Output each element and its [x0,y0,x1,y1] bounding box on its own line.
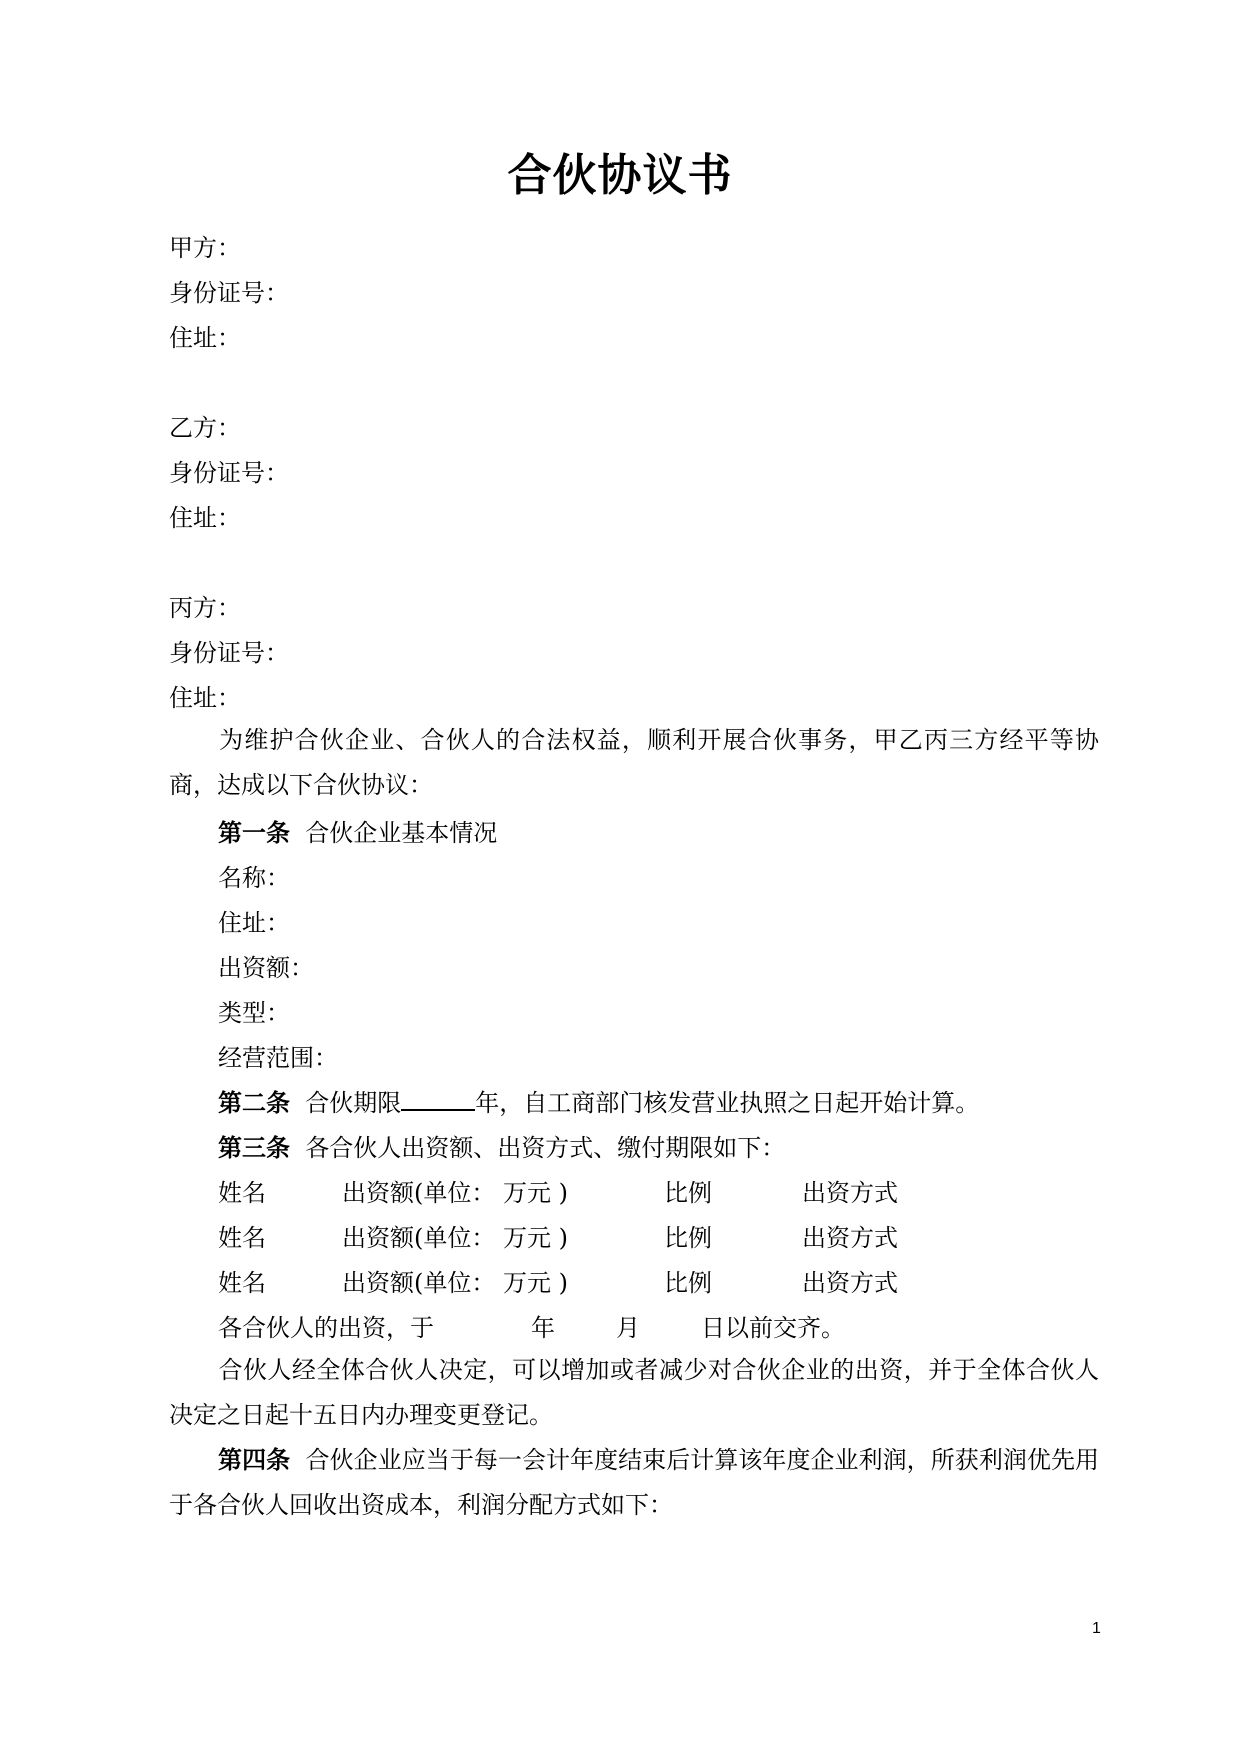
article-4-text: 合伙企业应当于每一会计年度结束后计算该年度企业利润，所获利润优先用于各合伙人回收出资成本，利润分配方式如下： [169,1446,1100,1519]
contribution-deadline [218,1311,1118,1345]
article-2-heading: 第二条 [218,1089,290,1117]
row-ratio: 比例 [664,1269,712,1297]
capital-change-text: 合伙人经全体合伙人决定，可以增加或者减少对合伙企业的出资，并于全体合伙人决定之日起十五日内办理变更登记。 [169,1356,1099,1429]
article-3-line [218,1131,785,1165]
party-c-id-label: 身份证号： [169,639,289,667]
term-years-blank [401,1087,475,1111]
article-1-field-address: 住址： [218,909,290,937]
row-method: 出资方式 [802,1179,898,1207]
row-ratio: 比例 [664,1179,712,1207]
article-3-heading: 第三条 [218,1134,290,1162]
party-a-label: 甲方： [169,234,241,262]
row-name: 姓名 [218,1179,266,1207]
row-method: 出资方式 [802,1224,898,1252]
row-amount: 出资额(单位： 万元 ) [342,1224,568,1252]
deadline-year: 年 [531,1314,555,1342]
deadline-prefix: 各合伙人的出资，于 [218,1314,434,1342]
party-b-address-label: 住址： [169,504,241,532]
article-3-text: 各合伙人出资额、出资方式、缴付期限如下： [305,1134,786,1162]
article-2-line [218,1086,979,1120]
row-ratio: 比例 [664,1224,712,1252]
intro-paragraph [169,718,1099,808]
row-name: 姓名 [218,1269,266,1297]
document-title: 合伙协议书 [507,150,733,201]
capital-change-paragraph [169,1348,1099,1438]
contribution-row [218,1266,1118,1300]
article-2-text-after: 年，自工商部门核发营业执照之日起开始计算。 [475,1089,980,1117]
article-1-field-capital: 出资额： [218,954,314,982]
deadline-suffix: 日以前交齐。 [701,1314,845,1342]
contribution-row [218,1176,1118,1210]
deadline-month: 月 [616,1314,640,1342]
row-name: 姓名 [218,1224,266,1252]
row-amount: 出资额(单位： 万元 ) [342,1179,568,1207]
party-b-id-label: 身份证号： [169,459,289,487]
article-1-field-name: 名称： [218,864,290,892]
row-amount: 出资额(单位： 万元 ) [342,1269,568,1297]
article-2-text-before: 合伙期限 [305,1089,402,1117]
page-number: 1 [1092,1620,1101,1637]
article-1-field-scope: 经营范围： [218,1044,338,1072]
party-a-address-label: 住址： [169,324,241,352]
party-b-label: 乙方： [169,414,241,442]
contribution-row [218,1221,1118,1255]
party-c-label: 丙方： [169,594,241,622]
article-1-field-type: 类型： [218,999,290,1027]
article-1-line [218,816,497,850]
row-method: 出资方式 [802,1269,898,1297]
article-4-heading: 第四条 [218,1446,291,1474]
article-4-paragraph [169,1438,1099,1528]
article-1-text: 合伙企业基本情况 [305,819,498,847]
party-c-address-label: 住址： [169,684,241,712]
article-1-heading: 第一条 [218,819,290,847]
intro-text: 为维护合伙企业、合伙人的合法权益，顺利开展合伙事务，甲乙丙三方经平等协商，达成以下合伙协议： [169,726,1099,799]
party-a-id-label: 身份证号： [169,279,289,307]
